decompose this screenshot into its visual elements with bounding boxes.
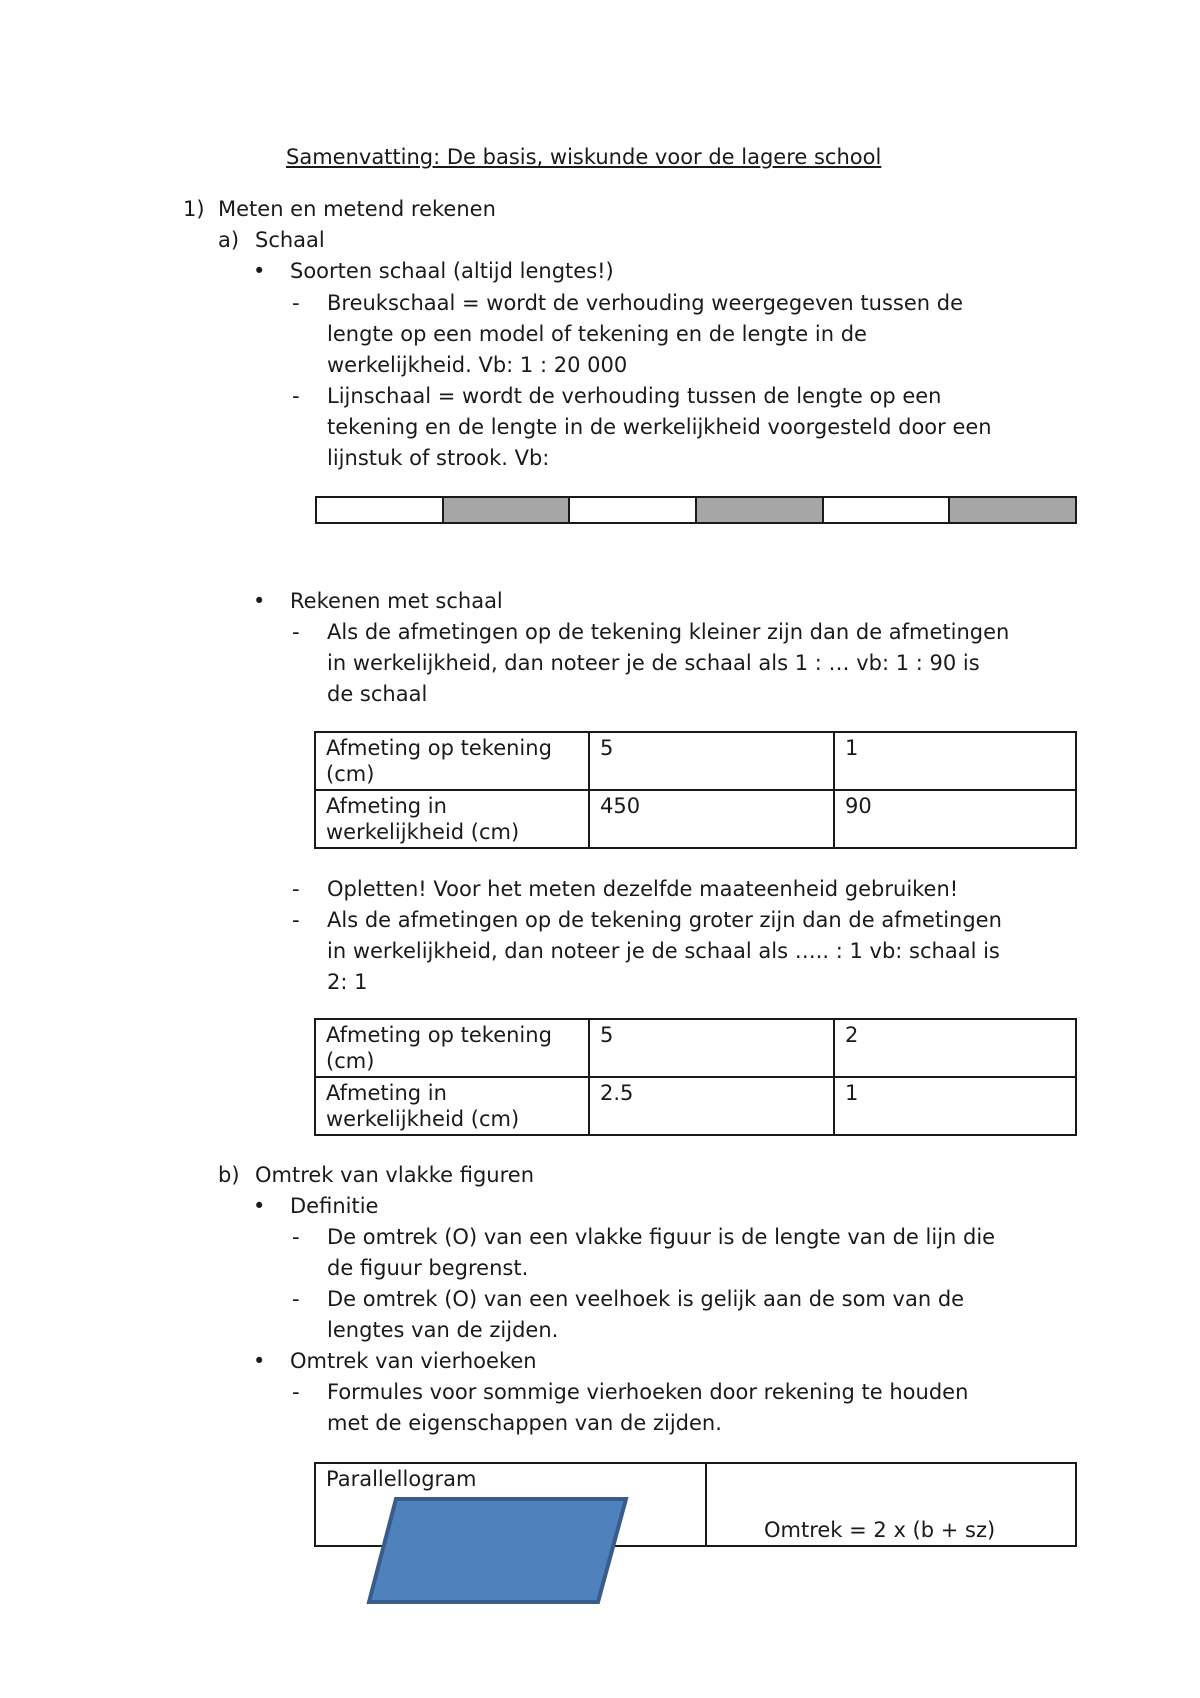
table-row bbox=[315, 1019, 1076, 1077]
bullet-label: Omtrek van vierhoeken bbox=[290, 1349, 537, 1373]
page-title: Samenvatting: De basis, wiskunde voor de lagere school bbox=[286, 145, 882, 169]
dash-icon: - bbox=[292, 620, 300, 644]
scale-table-smaller bbox=[314, 731, 1077, 849]
dash-icon: - bbox=[292, 1287, 300, 1311]
table-cell: Afmeting op tekening (cm) bbox=[315, 1019, 589, 1077]
scale-segment bbox=[570, 498, 697, 522]
list-item: met de eigenschappen van de zijden. bbox=[327, 1411, 722, 1435]
bullet-icon: • bbox=[253, 589, 266, 613]
table-cell: Afmeting in werkelijkheid (cm) bbox=[315, 1077, 589, 1135]
list-item: in werkelijkheid, dan noteer je de schaal als ….. : 1 vb: schaal is bbox=[327, 939, 1000, 963]
scale-segment bbox=[444, 498, 571, 522]
subsection-heading: Schaal bbox=[255, 228, 325, 252]
section-number: 1) bbox=[183, 197, 205, 221]
bullet-label: Soorten schaal (altijd lengtes!) bbox=[290, 259, 614, 283]
dash-icon: - bbox=[292, 908, 300, 932]
table-cell: 5 bbox=[589, 1019, 834, 1077]
bullet-label: Rekenen met schaal bbox=[290, 589, 503, 613]
section-heading: Meten en metend rekenen bbox=[218, 197, 496, 221]
scale-segment bbox=[824, 498, 951, 522]
bullet-icon: • bbox=[253, 1194, 266, 1218]
list-item: Als de afmetingen op de tekening groter zijn dan de afmetingen bbox=[327, 908, 1002, 932]
dash-icon: - bbox=[292, 1380, 300, 1404]
list-item: De omtrek (O) van een veelhoek is gelijk aan de som van de bbox=[327, 1287, 965, 1311]
list-item: 2: 1 bbox=[327, 970, 368, 994]
list-item: in werkelijkheid, dan noteer je de schaal als 1 : … vb: 1 : 90 is bbox=[327, 651, 980, 675]
table-row bbox=[315, 790, 1076, 848]
list-item: De omtrek (O) van een vlakke figuur is de lengte van de lijn die bbox=[327, 1225, 996, 1249]
table-cell: 5 bbox=[589, 732, 834, 790]
bullet-label: Definitie bbox=[290, 1194, 379, 1218]
dash-icon: - bbox=[292, 384, 300, 408]
formula-cell: Omtrek = 2 x (b + sz) bbox=[706, 1463, 1076, 1546]
table-cell: 450 bbox=[589, 790, 834, 848]
list-item: lengte op een model of tekening en de lengte in de bbox=[327, 322, 867, 346]
subsection-marker: b) bbox=[218, 1163, 240, 1187]
table-cell: 2.5 bbox=[589, 1077, 834, 1135]
list-item: Breukschaal = wordt de verhouding weergegeven tussen de bbox=[327, 291, 963, 315]
scale-segment bbox=[697, 498, 824, 522]
bullet-icon: • bbox=[253, 259, 266, 283]
scale-segment bbox=[317, 498, 444, 522]
shape-name-cell: Parallellogram bbox=[315, 1463, 706, 1546]
scale-table-larger bbox=[314, 1018, 1077, 1136]
list-item: werkelijkheid. Vb: 1 : 20 000 bbox=[327, 353, 628, 377]
list-item: de schaal bbox=[327, 682, 428, 706]
table-cell: 1 bbox=[834, 732, 1076, 790]
scale-segment bbox=[950, 498, 1075, 522]
dash-icon: - bbox=[292, 877, 300, 901]
list-item: Als de afmetingen op de tekening kleiner zijn dan de afmetingen bbox=[327, 620, 1010, 644]
list-item: lijnstuk of strook. Vb: bbox=[327, 446, 550, 470]
table-cell: 1 bbox=[834, 1077, 1076, 1135]
dash-icon: - bbox=[292, 1225, 300, 1249]
dash-icon: - bbox=[292, 291, 300, 315]
parallelogram-shape bbox=[366, 1496, 630, 1606]
list-item: de figuur begrenst. bbox=[327, 1256, 529, 1280]
line-scale-bar bbox=[315, 496, 1077, 524]
table-cell: Afmeting op tekening (cm) bbox=[315, 732, 589, 790]
table-cell: 2 bbox=[834, 1019, 1076, 1077]
list-item: Opletten! Voor het meten dezelfde maateenheid gebruiken! bbox=[327, 877, 959, 901]
subsection-heading: Omtrek van vlakke figuren bbox=[255, 1163, 534, 1187]
subsection-marker: a) bbox=[218, 228, 240, 252]
table-row bbox=[315, 732, 1076, 790]
list-item: Lijnschaal = wordt de verhouding tussen de lengte op een bbox=[327, 384, 942, 408]
table-row bbox=[315, 1077, 1076, 1135]
list-item: lengtes van de zijden. bbox=[327, 1318, 559, 1342]
bullet-icon: • bbox=[253, 1349, 266, 1373]
table-cell: Afmeting in werkelijkheid (cm) bbox=[315, 790, 589, 848]
parallelogram-polygon bbox=[369, 1499, 626, 1602]
table-cell: 90 bbox=[834, 790, 1076, 848]
list-item: tekening en de lengte in de werkelijkheid voorgesteld door een bbox=[327, 415, 992, 439]
list-item: Formules voor sommige vierhoeken door rekening te houden bbox=[327, 1380, 969, 1404]
